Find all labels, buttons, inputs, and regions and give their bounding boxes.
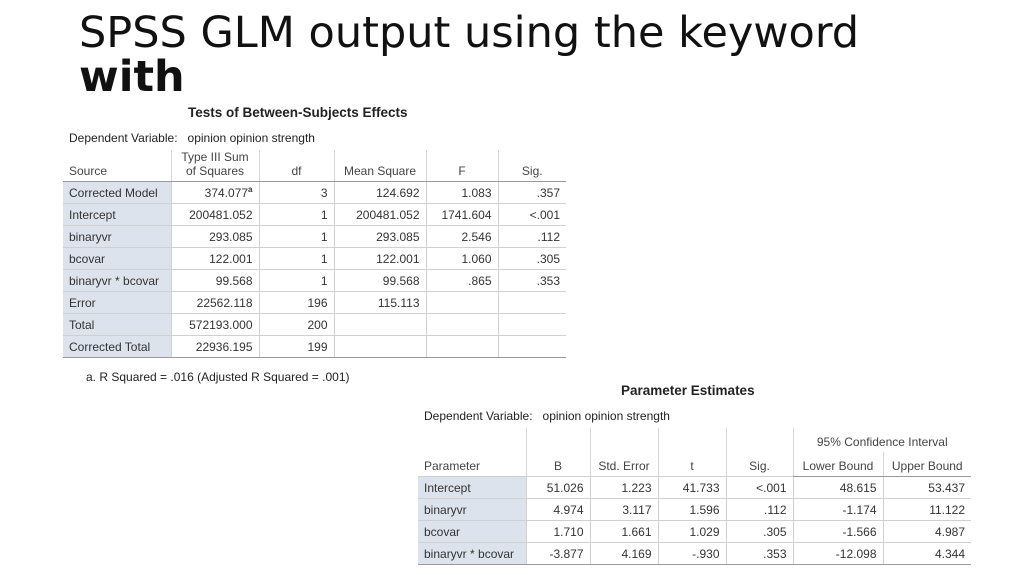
sum-of-squares-cell: 200481.052 — [171, 204, 259, 226]
sig-cell: .112 — [726, 499, 793, 521]
df-cell: 1 — [259, 226, 334, 248]
slide-title — [79, 8, 860, 102]
df-cell: 196 — [259, 292, 334, 314]
f-cell: 1.083 — [426, 182, 498, 204]
std-error-cell: 1.223 — [590, 477, 658, 499]
parameter-cell: bcovar — [418, 521, 526, 543]
t-cell: 1.029 — [658, 521, 726, 543]
table-row — [63, 182, 566, 204]
col-header-b: B — [526, 428, 590, 477]
param-dependent-variable — [424, 409, 670, 423]
mean-square-cell — [334, 336, 426, 358]
mean-square-cell: 293.085 — [334, 226, 426, 248]
sig-cell: .353 — [498, 270, 566, 292]
lower-bound-cell: 48.615 — [793, 477, 883, 499]
source-cell: Intercept — [63, 204, 171, 226]
upper-bound-cell: 4.987 — [883, 521, 971, 543]
param-dependent-value: opinion opinion strength — [542, 409, 670, 423]
col-header-t: t — [658, 428, 726, 477]
col-header-std-error: Std. Error — [590, 428, 658, 477]
slide-title-line1: SPSS GLM output using the keyword — [79, 8, 860, 58]
table-row — [63, 204, 566, 226]
col-header-f: F — [426, 150, 498, 182]
mean-square-cell: 115.113 — [334, 292, 426, 314]
table-row — [63, 314, 566, 336]
std-error-cell: 3.117 — [590, 499, 658, 521]
f-cell — [426, 292, 498, 314]
mean-square-cell — [334, 314, 426, 336]
source-cell: Error — [63, 292, 171, 314]
sum-of-squares-cell: 572193.000 — [171, 314, 259, 336]
b-cell: 4.974 — [526, 499, 590, 521]
param-table-title: Parameter Estimates — [621, 383, 755, 398]
col-header-mean-square: Mean Square — [334, 150, 426, 182]
df-cell: 1 — [259, 270, 334, 292]
parameter-cell: binaryvr — [418, 499, 526, 521]
source-cell: Corrected Total — [63, 336, 171, 358]
parameter-cell: binaryvr * bcovar — [418, 543, 526, 565]
sum-of-squares-cell: 99.568 — [171, 270, 259, 292]
tests-between-subjects-table — [63, 150, 566, 358]
table-row — [63, 226, 566, 248]
col-header-sum-of-squares: Type III Sum of Squares — [171, 150, 259, 182]
table-row — [418, 521, 971, 543]
source-cell: Corrected Model — [63, 182, 171, 204]
lower-bound-cell: -1.174 — [793, 499, 883, 521]
tests-dependent-variable — [69, 131, 315, 145]
std-error-cell: 1.661 — [590, 521, 658, 543]
df-cell: 200 — [259, 314, 334, 336]
df-cell: 1 — [259, 204, 334, 226]
t-cell: -.930 — [658, 543, 726, 565]
footnote-marker: a — [248, 184, 253, 194]
f-cell: 1.060 — [426, 248, 498, 270]
table-row — [63, 248, 566, 270]
sig-cell: .305 — [726, 521, 793, 543]
table-row — [63, 336, 566, 358]
f-cell: 2.546 — [426, 226, 498, 248]
tests-table-footnote: a. R Squared = .016 (Adjusted R Squared = .001) — [86, 370, 350, 384]
source-cell: Total — [63, 314, 171, 336]
t-cell: 1.596 — [658, 499, 726, 521]
mean-square-cell: 200481.052 — [334, 204, 426, 226]
tests-table-title: Tests of Between-Subjects Effects — [188, 105, 408, 120]
f-cell — [426, 314, 498, 336]
sum-of-squares-cell: 22936.195 — [171, 336, 259, 358]
col-header-lower-bound: Lower Bound — [793, 452, 883, 477]
slide-title-keyword: with — [79, 52, 185, 102]
lower-bound-cell: -1.566 — [793, 521, 883, 543]
table-row — [418, 499, 971, 521]
f-cell — [426, 336, 498, 358]
source-cell: binaryvr * bcovar — [63, 270, 171, 292]
b-cell: -3.877 — [526, 543, 590, 565]
upper-bound-cell: 4.344 — [883, 543, 971, 565]
upper-bound-cell: 53.437 — [883, 477, 971, 499]
table-row — [418, 477, 971, 499]
col-header-sig: Sig. — [726, 428, 793, 477]
f-cell: 1741.604 — [426, 204, 498, 226]
sig-cell: .305 — [498, 248, 566, 270]
col-header-parameter: Parameter — [424, 459, 481, 473]
tests-dependent-value: opinion opinion strength — [187, 131, 315, 145]
sig-cell — [498, 292, 566, 314]
table-row — [63, 270, 566, 292]
sig-cell: .353 — [726, 543, 793, 565]
f-cell: .865 — [426, 270, 498, 292]
sig-cell: <.001 — [498, 204, 566, 226]
sig-cell: .112 — [498, 226, 566, 248]
col-header-upper-bound: Upper Bound — [883, 452, 971, 477]
table-row — [418, 543, 971, 565]
parameter-estimates-table — [418, 428, 971, 565]
sum-of-squares-cell: 22562.118 — [171, 292, 259, 314]
tests-dependent-label: Dependent Variable: — [69, 131, 178, 145]
sig-cell: .357 — [498, 182, 566, 204]
lower-bound-cell: -12.098 — [793, 543, 883, 565]
df-cell: 1 — [259, 248, 334, 270]
col-header-df: df — [259, 150, 334, 182]
df-cell: 199 — [259, 336, 334, 358]
parameter-cell: Intercept — [418, 477, 526, 499]
sum-of-squares-cell: 122.001 — [171, 248, 259, 270]
table-row — [63, 292, 566, 314]
source-cell: bcovar — [63, 248, 171, 270]
df-cell: 3 — [259, 182, 334, 204]
col-header-sig: Sig. — [498, 150, 566, 182]
sig-cell — [498, 314, 566, 336]
b-cell: 51.026 — [526, 477, 590, 499]
source-cell: binaryvr — [63, 226, 171, 248]
sig-cell — [498, 336, 566, 358]
param-dependent-label: Dependent Variable: — [424, 409, 533, 423]
t-cell: 41.733 — [658, 477, 726, 499]
sum-of-squares-cell: 293.085 — [171, 226, 259, 248]
sum-of-squares-cell: 374.077$^a$ — [171, 182, 259, 204]
col-header-source: Source — [63, 150, 171, 182]
upper-bound-cell: 11.122 — [883, 499, 971, 521]
mean-square-cell: 99.568 — [334, 270, 426, 292]
b-cell: 1.710 — [526, 521, 590, 543]
std-error-cell: 4.169 — [590, 543, 658, 565]
mean-square-cell: 124.692 — [334, 182, 426, 204]
sig-cell: <.001 — [726, 477, 793, 499]
mean-square-cell: 122.001 — [334, 248, 426, 270]
col-header-confidence-interval: 95% Confidence Interval — [793, 428, 971, 452]
